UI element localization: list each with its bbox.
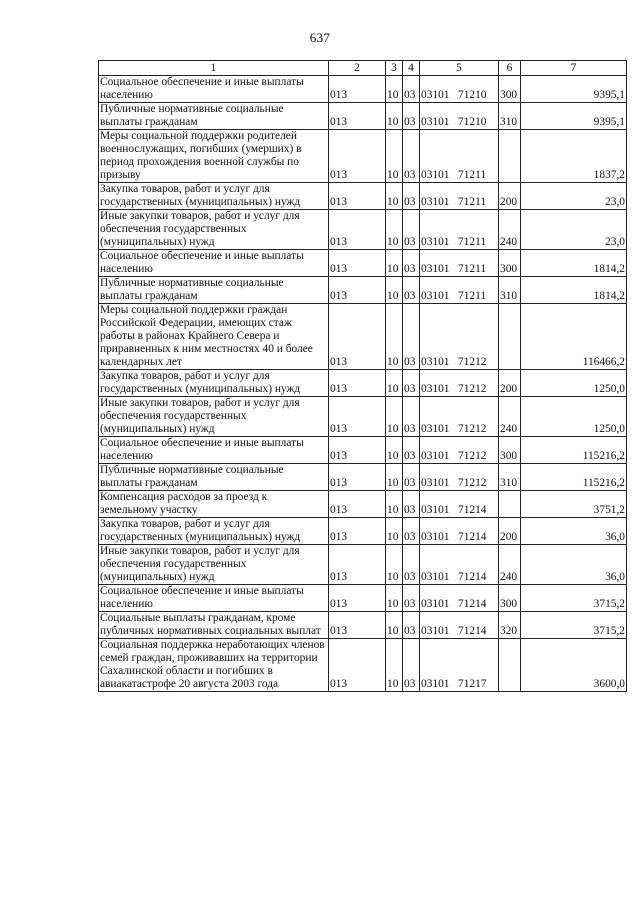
program-code: 03101 [421, 678, 450, 690]
row-name: Закупка товаров, работ и услуг для государственных (муниципальных) нужд [99, 370, 329, 397]
table-header-row [99, 61, 627, 76]
direction-code: 71214 [458, 625, 487, 637]
subsection-code: 03 [403, 585, 420, 612]
amount: 1837,2 [521, 130, 627, 183]
direction-code: 71211 [458, 263, 487, 275]
expense-type-code: 200 [499, 370, 521, 397]
table-row [99, 130, 627, 183]
expense-type-code [499, 491, 521, 518]
ministry-code: 013 [329, 491, 386, 518]
row-name: Социальное обеспечение и иные выплаты населению [99, 76, 329, 103]
subsection-code: 03 [403, 464, 420, 491]
col-header-4: 4 [403, 61, 420, 76]
program-code: 03101 [421, 450, 450, 462]
amount: 9395,1 [521, 76, 627, 103]
row-name: Социальная поддержка неработающих членов семей граждан, проживавших на территории Сахалинской области и погибших в авиакатастрофе 20 августа 2003 года [99, 639, 329, 692]
row-name: Компенсация расходов за проезд к земельному участку [99, 491, 329, 518]
program-code: 03101 [421, 196, 450, 208]
ministry-code: 013 [329, 210, 386, 250]
direction-code: 71214 [458, 531, 487, 543]
ministry-code: 013 [329, 304, 386, 370]
expense-type-code: 300 [499, 76, 521, 103]
direction-code: 71214 [458, 598, 487, 610]
subsection-code: 03 [403, 370, 420, 397]
program-code: 03101 [421, 625, 450, 637]
expense-type-code: 310 [499, 103, 521, 130]
direction-code: 71211 [458, 196, 487, 208]
col-header-3: 3 [386, 61, 403, 76]
amount: 36,0 [521, 545, 627, 585]
table-row [99, 370, 627, 397]
amount: 115216,2 [521, 464, 627, 491]
row-name: Социальные выплаты гражданам, кроме публичных нормативных социальных выплат [99, 612, 329, 639]
target-item-code [420, 464, 499, 491]
expense-type-code [499, 639, 521, 692]
section-code: 10 [386, 130, 403, 183]
row-name: Публичные нормативные социальные выплаты гражданам [99, 277, 329, 304]
direction-code: 71211 [458, 290, 487, 302]
section-code: 10 [386, 545, 403, 585]
ministry-code: 013 [329, 250, 386, 277]
direction-code: 71212 [458, 450, 487, 462]
program-code: 03101 [421, 116, 450, 128]
row-name: Публичные нормативные социальные выплаты гражданам [99, 464, 329, 491]
table-row [99, 250, 627, 277]
subsection-code: 03 [403, 210, 420, 250]
table-row [99, 183, 627, 210]
direction-code: 71211 [458, 236, 487, 248]
row-name: Закупка товаров, работ и услуг для государственных (муниципальных) нужд [99, 518, 329, 545]
expense-type-code: 310 [499, 464, 521, 491]
direction-code: 71210 [458, 116, 487, 128]
target-item-code [420, 639, 499, 692]
expense-type-code: 320 [499, 612, 521, 639]
ministry-code: 013 [329, 437, 386, 464]
subsection-code: 03 [403, 491, 420, 518]
target-item-code [420, 103, 499, 130]
row-name: Социальное обеспечение и иные выплаты населению [99, 437, 329, 464]
direction-code: 71212 [458, 383, 487, 395]
subsection-code: 03 [403, 639, 420, 692]
target-item-code [420, 397, 499, 437]
target-item-code [420, 76, 499, 103]
target-item-code [420, 491, 499, 518]
section-code: 10 [386, 304, 403, 370]
target-item-code [420, 183, 499, 210]
direction-code: 71217 [458, 678, 487, 690]
expense-type-code: 300 [499, 437, 521, 464]
amount: 3600,0 [521, 639, 627, 692]
row-name: Иные закупки товаров, работ и услуг для обеспечения государственных (муниципальных) нужд [99, 545, 329, 585]
subsection-code: 03 [403, 612, 420, 639]
expense-type-code [499, 130, 521, 183]
row-name: Публичные нормативные социальные выплаты гражданам [99, 103, 329, 130]
direction-code: 71212 [458, 423, 487, 435]
section-code: 10 [386, 76, 403, 103]
table-row [99, 304, 627, 370]
amount: 116466,2 [521, 304, 627, 370]
target-item-code [420, 437, 499, 464]
ministry-code: 013 [329, 612, 386, 639]
direction-code: 71214 [458, 571, 487, 583]
amount: 23,0 [521, 210, 627, 250]
subsection-code: 03 [403, 397, 420, 437]
target-item-code [420, 518, 499, 545]
subsection-code: 03 [403, 437, 420, 464]
ministry-code: 013 [329, 370, 386, 397]
program-code: 03101 [421, 356, 450, 368]
table-row [99, 397, 627, 437]
table-row [99, 277, 627, 304]
row-name: Меры социальной поддержки родителей военнослужащих, погибших (умерших) в период прохождения военной службы по призыву [99, 130, 329, 183]
expense-type-code: 200 [499, 518, 521, 545]
expense-type-code: 310 [499, 277, 521, 304]
ministry-code: 013 [329, 183, 386, 210]
expense-type-code: 300 [499, 585, 521, 612]
section-code: 10 [386, 464, 403, 491]
program-code: 03101 [421, 290, 450, 302]
row-name: Иные закупки товаров, работ и услуг для обеспечения государственных (муниципальных) нужд [99, 397, 329, 437]
program-code: 03101 [421, 531, 450, 543]
target-item-code [420, 304, 499, 370]
budget-table [98, 60, 627, 692]
page-number: 637 [309, 30, 331, 45]
program-code: 03101 [421, 89, 450, 101]
ministry-code: 013 [329, 130, 386, 183]
target-item-code [420, 130, 499, 183]
ministry-code: 013 [329, 464, 386, 491]
target-item-code [420, 250, 499, 277]
ministry-code: 013 [329, 277, 386, 304]
amount: 1250,0 [521, 397, 627, 437]
table-row [99, 210, 627, 250]
expense-type-code: 240 [499, 210, 521, 250]
target-item-code [420, 545, 499, 585]
table-row [99, 545, 627, 585]
amount: 1814,2 [521, 250, 627, 277]
subsection-code: 03 [403, 76, 420, 103]
amount: 3751,2 [521, 491, 627, 518]
col-header-6: 6 [499, 61, 521, 76]
amount: 36,0 [521, 518, 627, 545]
section-code: 10 [386, 250, 403, 277]
subsection-code: 03 [403, 103, 420, 130]
col-header-5: 5 [420, 61, 499, 76]
direction-code: 71211 [458, 169, 487, 181]
col-header-2: 2 [329, 61, 386, 76]
section-code: 10 [386, 397, 403, 437]
expense-type-code: 240 [499, 397, 521, 437]
ministry-code: 013 [329, 103, 386, 130]
program-code: 03101 [421, 383, 450, 395]
expense-type-code: 300 [499, 250, 521, 277]
table-row [99, 437, 627, 464]
section-code: 10 [386, 103, 403, 130]
table-row [99, 612, 627, 639]
section-code: 10 [386, 437, 403, 464]
table-row [99, 491, 627, 518]
subsection-code: 03 [403, 304, 420, 370]
subsection-code: 03 [403, 277, 420, 304]
table-row [99, 76, 627, 103]
subsection-code: 03 [403, 130, 420, 183]
amount: 9395,1 [521, 103, 627, 130]
target-item-code [420, 370, 499, 397]
row-name: Социальное обеспечение и иные выплаты населению [99, 585, 329, 612]
target-item-code [420, 612, 499, 639]
subsection-code: 03 [403, 250, 420, 277]
ministry-code: 013 [329, 545, 386, 585]
table-row [99, 639, 627, 692]
col-header-1: 1 [99, 61, 329, 76]
section-code: 10 [386, 612, 403, 639]
table-row [99, 585, 627, 612]
program-code: 03101 [421, 263, 450, 275]
target-item-code [420, 210, 499, 250]
section-code: 10 [386, 585, 403, 612]
amount: 3715,2 [521, 612, 627, 639]
section-code: 10 [386, 491, 403, 518]
section-code: 10 [386, 518, 403, 545]
subsection-code: 03 [403, 545, 420, 585]
program-code: 03101 [421, 504, 450, 516]
ministry-code: 013 [329, 518, 386, 545]
section-code: 10 [386, 370, 403, 397]
ministry-code: 013 [329, 639, 386, 692]
table-row [99, 518, 627, 545]
section-code: 10 [386, 639, 403, 692]
amount: 23,0 [521, 183, 627, 210]
amount: 115216,2 [521, 437, 627, 464]
direction-code: 71212 [458, 477, 487, 489]
section-code: 10 [386, 210, 403, 250]
target-item-code [420, 585, 499, 612]
program-code: 03101 [421, 477, 450, 489]
program-code: 03101 [421, 236, 450, 248]
row-name: Социальное обеспечение и иные выплаты населению [99, 250, 329, 277]
section-code: 10 [386, 183, 403, 210]
expense-type-code [499, 304, 521, 370]
ministry-code: 013 [329, 585, 386, 612]
program-code: 03101 [421, 571, 450, 583]
col-header-7: 7 [521, 61, 627, 76]
direction-code: 71214 [458, 504, 487, 516]
table-row [99, 103, 627, 130]
subsection-code: 03 [403, 183, 420, 210]
subsection-code: 03 [403, 518, 420, 545]
expense-type-code: 240 [499, 545, 521, 585]
target-item-code [420, 277, 499, 304]
row-name: Меры социальной поддержки граждан Российской Федерации, имеющих стаж работы в районах Крайнего Севера и приравненных к ним местностях 40 и более календарных лет [99, 304, 329, 370]
row-name: Закупка товаров, работ и услуг для государственных (муниципальных) нужд [99, 183, 329, 210]
table-row [99, 464, 627, 491]
ministry-code: 013 [329, 397, 386, 437]
row-name: Иные закупки товаров, работ и услуг для обеспечения государственных (муниципальных) нужд [99, 210, 329, 250]
amount: 1250,0 [521, 370, 627, 397]
ministry-code: 013 [329, 76, 386, 103]
amount: 3715,2 [521, 585, 627, 612]
direction-code: 71210 [458, 89, 487, 101]
program-code: 03101 [421, 598, 450, 610]
direction-code: 71212 [458, 356, 487, 368]
expense-type-code: 200 [499, 183, 521, 210]
program-code: 03101 [421, 423, 450, 435]
section-code: 10 [386, 277, 403, 304]
program-code: 03101 [421, 169, 450, 181]
amount: 1814,2 [521, 277, 627, 304]
